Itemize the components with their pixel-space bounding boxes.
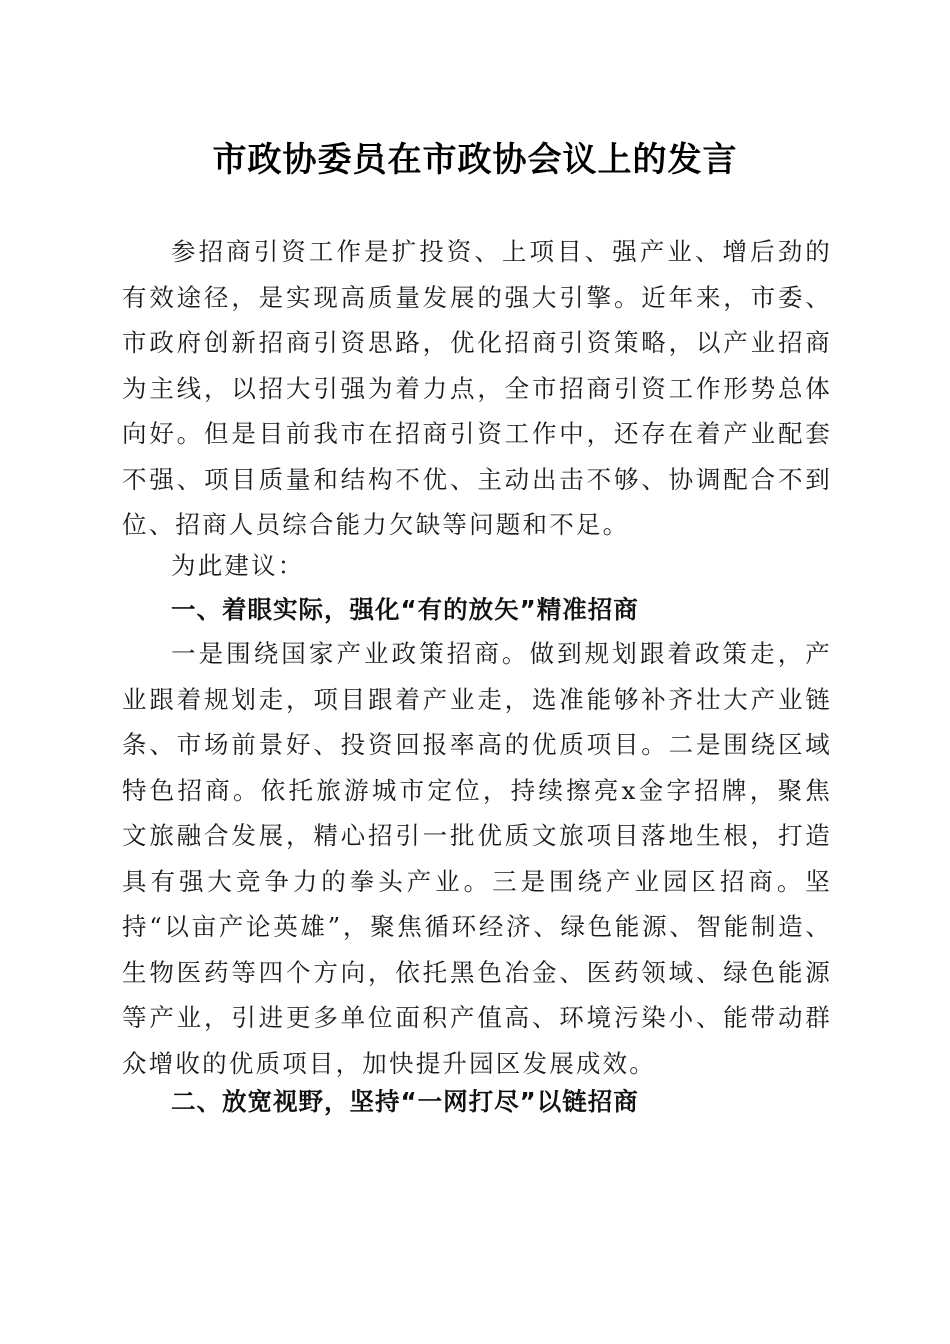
section-heading-1: 一、着眼实际，强化“有的放矢”精准招商 [171, 595, 639, 624]
section-heading-2: 二、放宽视野，坚持“一网打尽”以链招商 [171, 1087, 639, 1116]
document-title: 市政协委员在市政协会议上的发言 [212, 140, 738, 180]
section-1-paragraph: 一是围绕国家产业政策招商。做到规划跟着政策走，产业跟着规划走，项目跟着产业走，选准能够补齐壮大产业链条、市场前景好、投资回报率高的优质项目。二是围绕区域特色招商。依托旅游城市定位，持续擦亮x金字招牌，聚焦文旅融合发展，精心招引一批优质文旅项目落地生根，打造具有强大竞争力的拳头产业。三是围绕产业园区招商。坚持“以亩产论英雄”，聚焦循环经济、绿色能源、智能制造、生物医药等四个方向，依托黑色冶金、医药领域、绿色能源等产业，引进更多单位面积产值高、环境污染小、能带动群众增收的优质项目，加快提升园区发展成效。 [122, 639, 832, 1078]
intro-paragraph: 参招商引资工作是扩投资、上项目、强产业、增后劲的有效途径，是实现高质量发展的强大引擎。近年来，市委、市政府创新招商引资思路，优化招商引资策略，以产业招商为主线，以招大引强为着力点，全市招商引资工作形势总体向好。但是目前我市在招商引资工作中，还存在着产业配套不强、项目质量和结构不优、主动出击不够、协调配合不到位、招商人员综合能力欠缺等问题和不足。 [122, 237, 832, 539]
proposal-paragraph: 为此建议： [171, 551, 305, 580]
